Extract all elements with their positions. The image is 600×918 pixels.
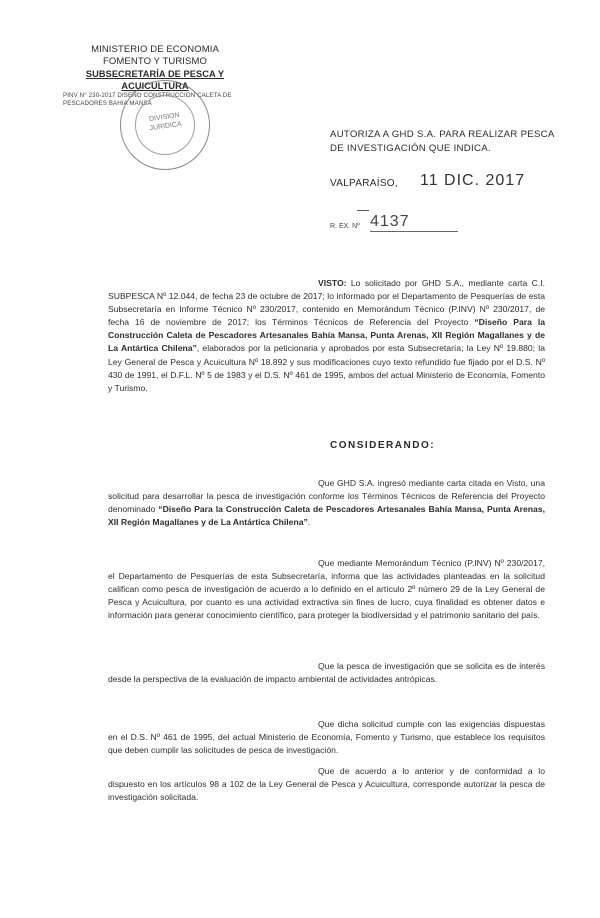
considerando-heading: CONSIDERANDO: [330, 440, 436, 451]
rex-underline [370, 231, 458, 232]
ministry-name-line2: FOMENTO Y TURISMO [103, 56, 207, 67]
considerando-paragraph-5 [108, 765, 545, 804]
visto-paragraph [108, 277, 545, 395]
considerando-paragraph-3 [108, 660, 545, 686]
paragraph-3-text: Que la pesca de investigación que se solicita es de interés desde la perspectiva de la evaluación de impacto ambiental de actividades antrópicas. [108, 661, 545, 685]
rex-number: 4137 [370, 213, 410, 230]
rex-label: R. EX. Nº [330, 223, 360, 230]
visto-text-2: , elaborados por la peticionaria y aprobados por esta Subsecretaría; la Ley Nº 19.880; la Ley General de Pesca y Acuicultura Nº 18.892 y sus modificaciones cuyo texto refundido fue fijado por el D.S. Nº 430 de 1991, el D.F.L. Nº 5 de 1983 y el D.S. Nº 461 de 1995, ambos del actual Ministerio de Economía, Fomento y Turismo. [108, 343, 545, 393]
paragraph-5-text: Que de acuerdo a lo anterior y de conformidad a lo dispuesto en los artículos 98 a 102 de la Ley General de Pesca y Acuicultura, corresponde autorizar la pesca de investigación solicitada. [108, 766, 545, 803]
division-juridica-stamp [120, 80, 210, 170]
place-and-date [330, 172, 526, 189]
ministry-name: MINISTERIO DE ECONOMIA [91, 44, 219, 55]
considerando-paragraph-2 [108, 557, 545, 622]
place: VALPARAÍSO, [330, 178, 398, 189]
date-stamp: 11 DIC. 2017 [420, 172, 526, 189]
considerando-paragraph-4 [108, 718, 545, 757]
resolution-subject: AUTORIZA A GHD S.A. PARA REALIZAR PESCA DE INVESTIGACIÓN QUE INDICA. [330, 129, 555, 154]
visto-label: VISTO: [318, 278, 347, 288]
stamp-text-line-2: JURIDICA [149, 120, 183, 133]
paragraph-1-text-1: Que GHD S.A. ingresó mediante carta citada en Visto, una solicitud para desarrollar la pesca de investigación conforme los Términos Técnicos de Referencia del Proyecto denominado [108, 478, 545, 515]
stamp-text-line-1: DIVISION [148, 111, 181, 124]
considerando-paragraph-1 [108, 477, 545, 529]
paragraph-4-text: Que dicha solicitud cumple con las exigencias dispuestas en el D.S. Nº 461 de 1995, del actual Ministerio de Economía, Fomento y Turismo, que establece los requisitos que deben cumplir las solicitudes de pesca de investigación. [108, 719, 545, 756]
resolution-number [330, 213, 410, 230]
paragraph-1-text-2: . [307, 517, 311, 528]
signature-dash [357, 210, 369, 211]
paragraph-2-text: Que mediante Memorándum Técnico (P.INV) Nº 230/2017, el Departamento de Pesquerías de esta Subsecretaría, informa que las actividades planteadas en la solicitud califican como pesca de investigación de acuerdo a lo definido en el artículo 2º número 29 de la Ley General de Pesca y Acuicultura, por cuanto es una actividad extractiva sin fines de lucro, cuya finalidad es obtener datos e información para generar conocimiento científico, para proteger la biodiversidad y el patrimonio sanitario del país. [108, 558, 545, 621]
subsecretaria-name: SUBSECRETARÍA DE PESCA Y ACUICULTURA [85, 69, 225, 91]
visto-project: “Diseño Para la Construcción Caleta de Pescadores Artesanales Bahía Mansa, Punta Arenas, XII Región Magallanes y de La Antártica Chilena” [108, 317, 546, 354]
visto-text-1: Lo solicitado por GHD S.A., mediante carta C.I. SUBPESCA Nº 12.044, de fecha 23 de octubre de 2017; lo informado por el Departamento de Pesquerías de esta Subsecretaría en Informe Técnico Nº 230/2017, contenido en Memorándum Técnico (P.INV) Nº 230/2017, de fecha 16 de noviembre de 2017; los Términos Técnicos de Referencia del Proyecto [108, 278, 545, 328]
reference-line-1: PINV N° 230-2017 DISEÑO CONSTRUCCION CALETA DE [63, 92, 232, 99]
paragraph-1-project: “Diseño Para la Construcción Caleta de Pescadores Artesanales Bahía Mansa, Punta Arenas, XII Región Magallanes y de La Antártica Chilena” [108, 504, 545, 528]
reference-line-2: PESCADORES BAHIA MANSA [63, 100, 152, 107]
